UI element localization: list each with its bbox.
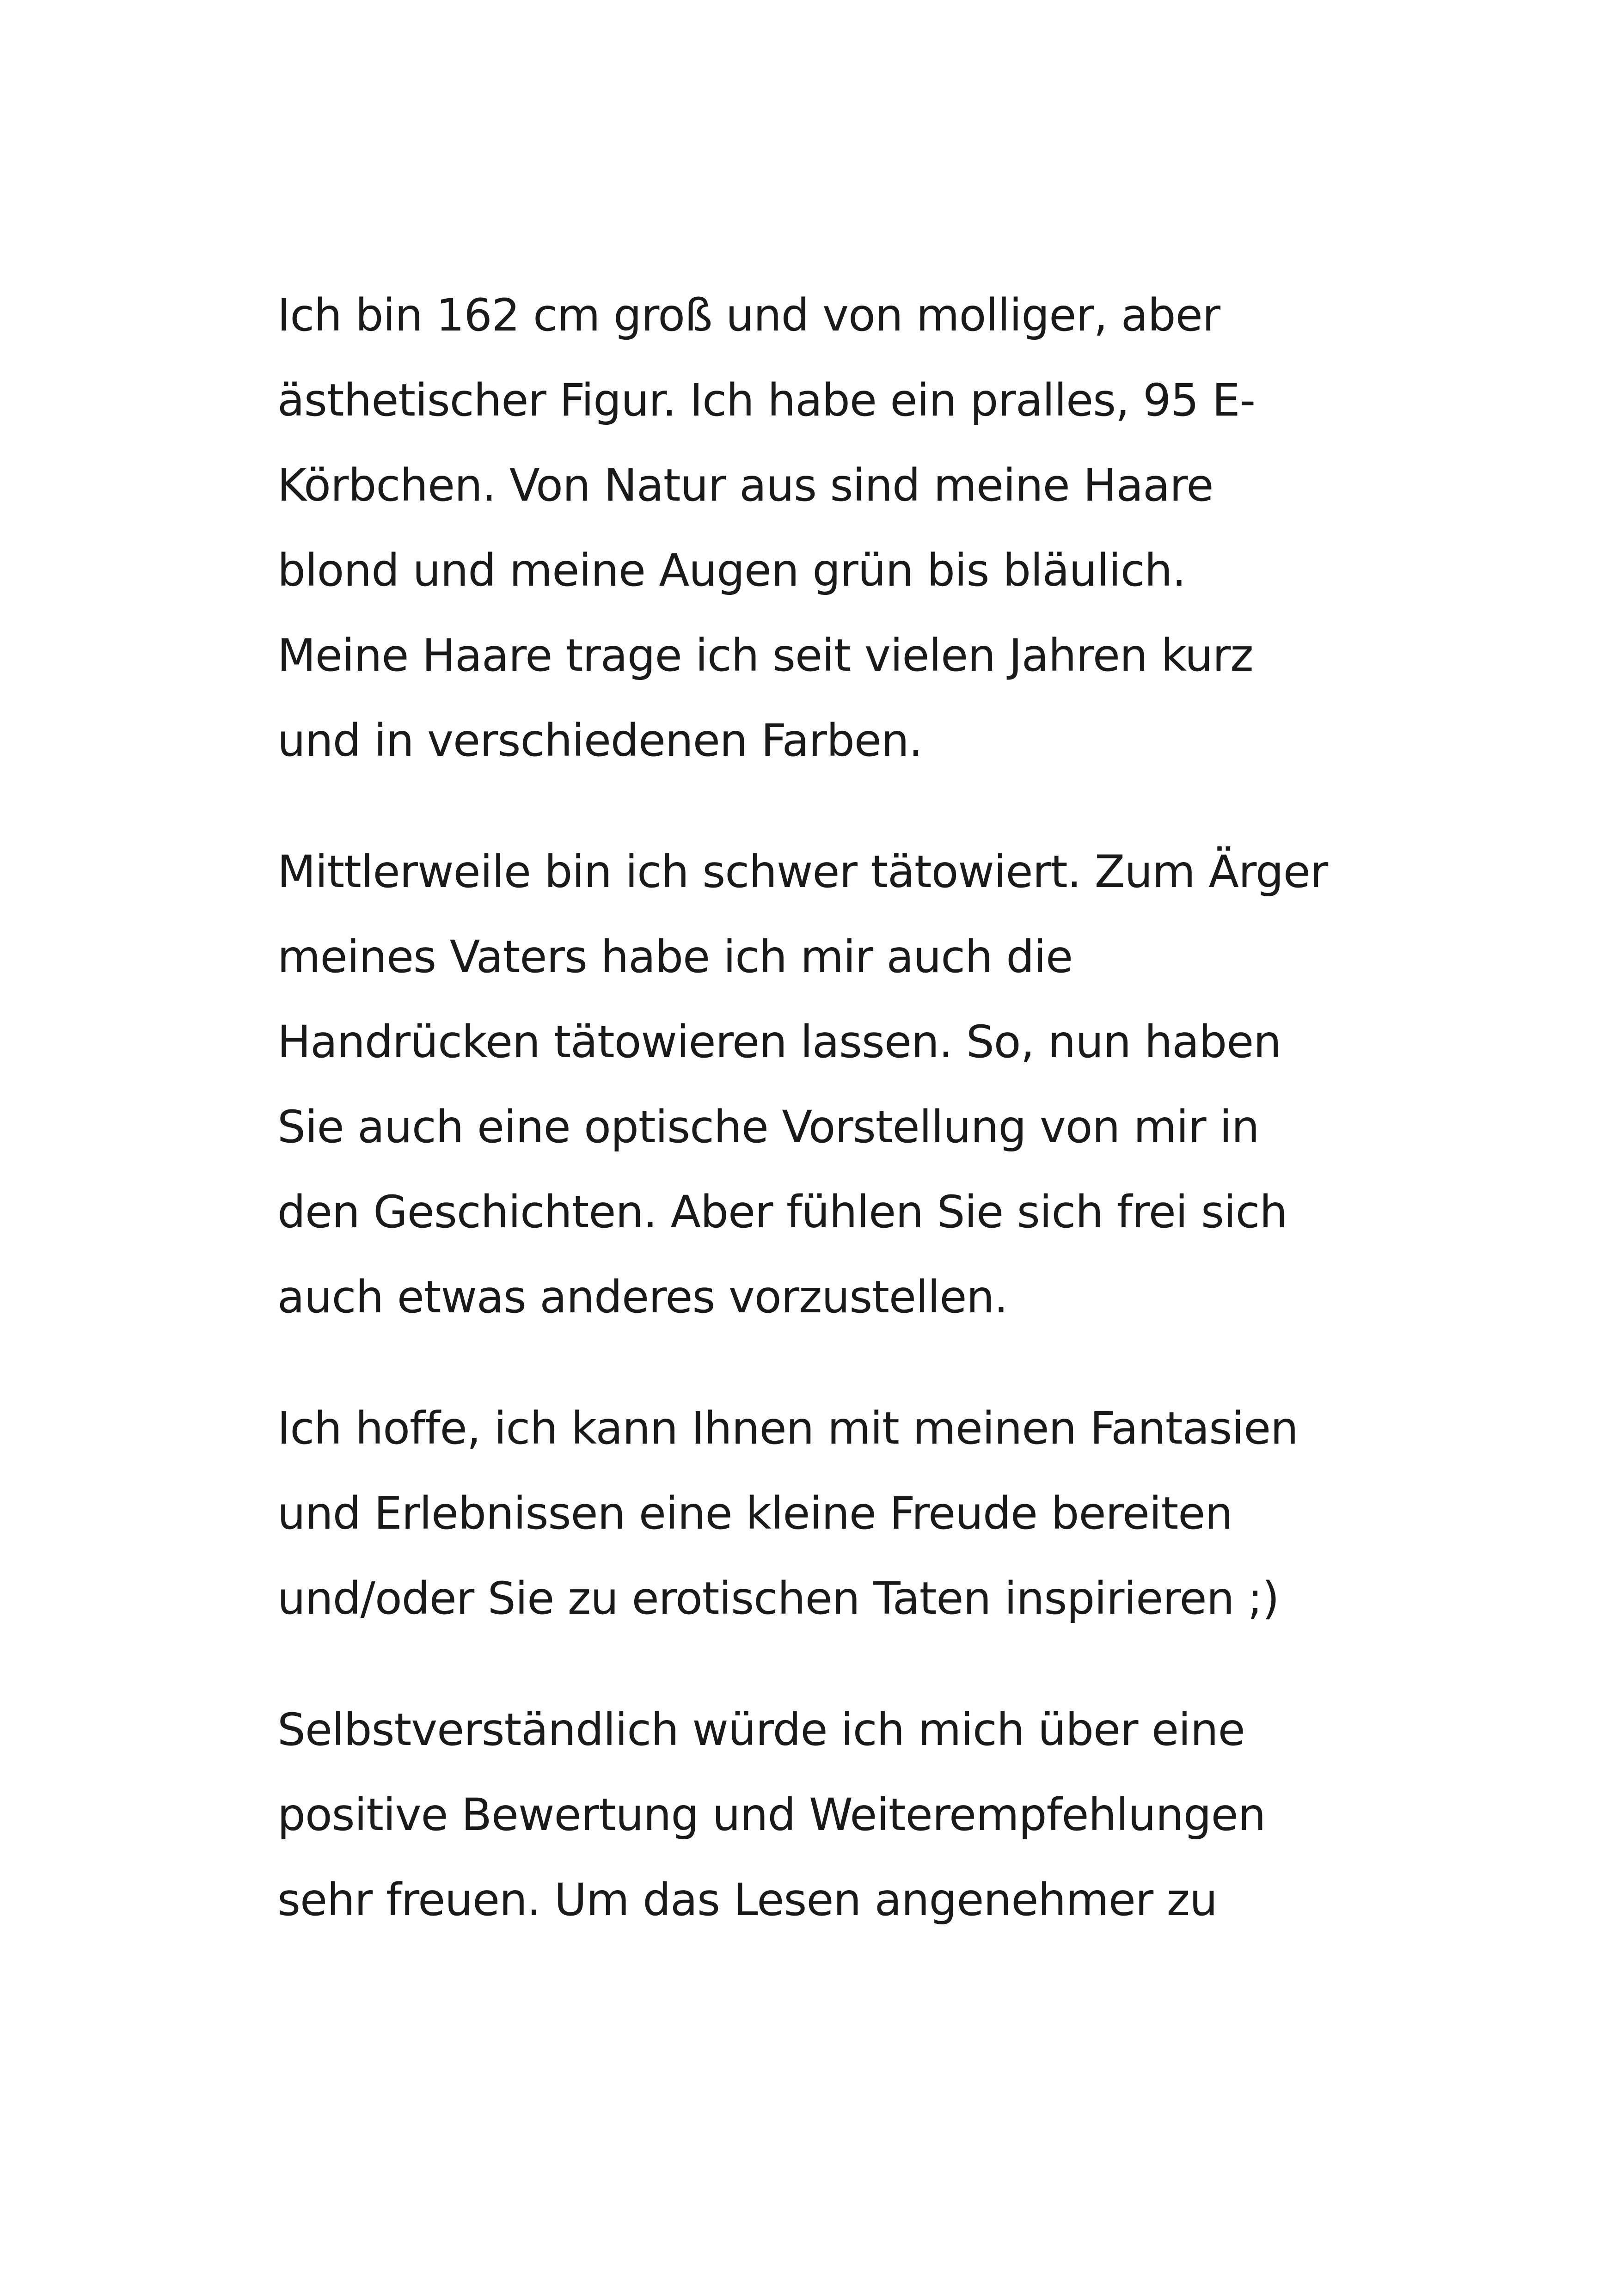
text-line: den Geschichten. Aber fühlen Sie sich frei sich	[277, 1186, 1287, 1238]
text-line: Meine Haare trage ich seit vielen Jahren kurz	[277, 630, 1253, 681]
text-line: und Erlebnissen eine kleine Freude bereiten	[277, 1488, 1233, 1539]
text-line: Sie auch eine optische Vorstellung von mir in	[277, 1101, 1259, 1153]
text-line: Handrücken tätowieren lassen. So, nun haben	[277, 1016, 1281, 1068]
text-line: positive Bewertung und Weiterempfehlungen	[277, 1789, 1266, 1841]
paragraph-appearance	[277, 273, 1387, 783]
text-line: und/oder Sie zu erotischen Taten inspirieren ;)	[277, 1573, 1279, 1624]
body-text	[277, 273, 1387, 1942]
text-line: Körbchen. Von Natur aus sind meine Haare	[277, 459, 1214, 511]
text-line: sehr freuen. Um das Lesen angenehmer zu	[277, 1874, 1218, 1926]
text-line: meines Vaters habe ich mir auch die	[277, 931, 1073, 983]
text-line: Selbstverständlich würde ich mich über eine	[277, 1704, 1245, 1756]
paragraph-hope	[277, 1386, 1387, 1641]
text-line: ästhetischer Figur. Ich habe ein pralles, 95 E-	[277, 374, 1256, 426]
text-line: Ich bin 162 cm groß und von molliger, aber	[277, 289, 1220, 341]
paragraph-tattoos	[277, 829, 1387, 1340]
text-line: Mittlerweile bin ich schwer tätowiert. Zum Ärger	[277, 846, 1328, 898]
text-line: auch etwas anderes vorzustellen.	[277, 1271, 1008, 1323]
text-line: blond und meine Augen grün bis bläulich.	[277, 545, 1186, 596]
text-line: Ich hoffe, ich kann Ihnen mit meinen Fantasien	[277, 1402, 1298, 1454]
paragraph-review-request	[277, 1687, 1387, 1942]
text-line: und in verschiedenen Farben.	[277, 715, 923, 766]
